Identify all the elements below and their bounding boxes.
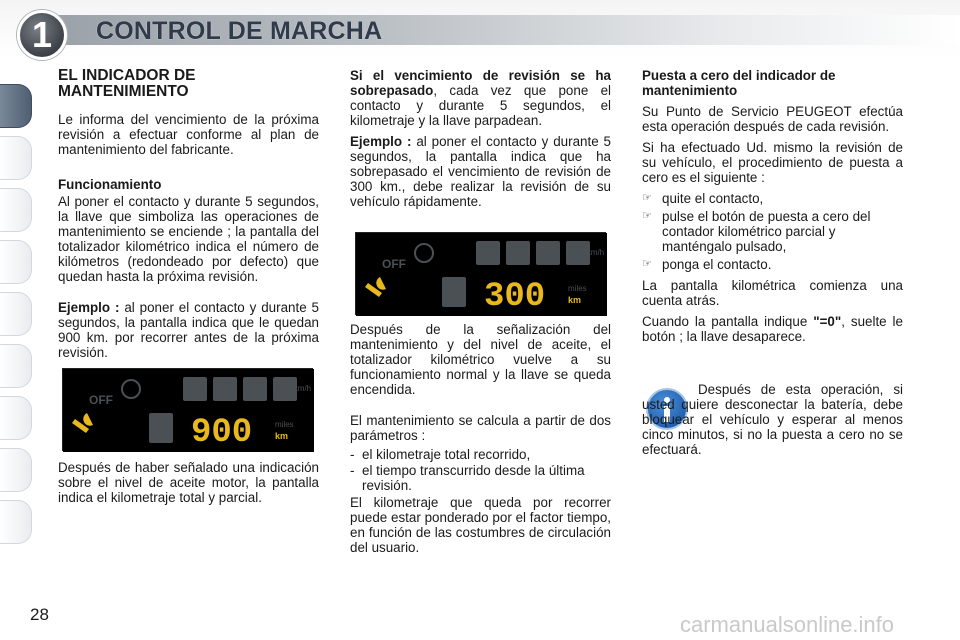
off-label: OFF — [89, 393, 113, 407]
chapter-number-badge: 1 — [17, 10, 67, 60]
chapter-tab-2[interactable] — [0, 136, 32, 180]
section-title: EL INDICADOR DE MANTENIMIENTO — [58, 67, 196, 100]
calc-paragraph: El mantenimiento se calcula a partir de dos parámetros : — [350, 413, 611, 443]
release-paragraph: Cuando la pantalla indique "=0", suelte le botón ; la llave desaparece. — [642, 314, 903, 344]
page-number: 28 — [30, 605, 49, 624]
display-value-2: 300 — [484, 278, 546, 316]
functioning-paragraph: Al poner el contacto y durante 5 segundos, la llave que simboliza las operaciones de mantenimiento se enciende ; la pantalla del totalizador kilométrico indica el número de kilómetros (redondeado por defecto) que quedan hasta la próxima revisión. — [58, 194, 319, 284]
param-item: - el kilometraje total recorrido, — [350, 447, 531, 462]
column-2-bottom — [350, 322, 611, 561]
example2-label: Ejemplo : — [350, 134, 412, 149]
display-graphic — [63, 369, 314, 452]
overdue-text: , cada vez que pone el contacto y durante 5 segundos, el kilometraje y la llave parpadean. — [350, 83, 611, 128]
overdue-paragraph — [350, 68, 611, 128]
info-note — [642, 382, 903, 463]
pointer-icon: ☞ — [642, 258, 652, 270]
return-normal-paragraph: Después de la señalización del mantenimiento y del nivel de aceite, el totalizador kilométrico vuelve a su funcionamiento normal y la llave se queda encendida. — [350, 322, 611, 397]
example2-text: al poner el contacto y durante 5 segundos, la pantalla indica que ha sobrepasado el vencimiento de revisión de 300 km., debe realizar la revisión de su vehículo rápidamente. — [350, 134, 611, 209]
display-value: 900 — [191, 414, 253, 452]
chapter-tab-7[interactable] — [0, 396, 32, 440]
chapter-tab-4[interactable] — [0, 240, 32, 284]
example-paragraph — [58, 300, 319, 360]
unit-top-label-2: Mph km/h — [569, 248, 605, 257]
service-paragraph: Su Punto de Servicio PEUGEOT efectúa esta operación después de cada revisión. — [642, 104, 903, 134]
functioning-heading: Funcionamiento — [58, 177, 162, 192]
unit-bottom-km: km — [275, 431, 289, 441]
intro-paragraph: Le informa del vencimiento de la próxima revisión a efectuar conforme al plan de mantenimiento del fabricante. — [58, 112, 319, 157]
odometer-display-300 — [355, 232, 606, 315]
column-1-bottom — [58, 460, 319, 511]
reset-step: ☞ pulse el botón de puesta a cero del contador kilométrico parcial y manténgalo pulsado, — [642, 209, 871, 254]
odometer-display-900 — [62, 368, 313, 451]
column-3 — [642, 68, 903, 350]
column-2 — [350, 68, 611, 215]
chapter-tabs — [0, 66, 34, 576]
chapter-tab-8[interactable] — [0, 448, 32, 492]
unit-top-label: Mph km/h — [276, 384, 312, 393]
pointer-icon: ☞ — [642, 210, 652, 222]
info-note-text: Después de esta operación, si usted quiere desconectar la batería, debe bloquear el vehículo y esperar al menos cinco minutos, si no la puesta a cero no se efectuará. — [642, 382, 903, 457]
chapter-tab-9[interactable] — [0, 500, 32, 544]
column-1 — [58, 68, 319, 366]
watermark: carmanualsonline.info — [680, 612, 895, 637]
countdown-paragraph: La pantalla kilométrica comienza una cuenta atrás. — [642, 278, 903, 308]
reset-step: ☞ ponga el contacto. — [642, 257, 772, 272]
unit-bottom-miles: miles — [275, 420, 294, 429]
overdue-label: Si el vencimiento de revisión se ha sobrepasado — [350, 68, 611, 98]
unit-bottom-km-2: km — [568, 295, 582, 305]
reset-heading: Puesta a cero del indicador de mantenimiento — [642, 68, 836, 98]
reset-step: ☞ quite el contacto, — [642, 191, 764, 206]
off-label-2: OFF — [382, 257, 406, 271]
chapter-tab-6[interactable] — [0, 344, 32, 388]
example-text: al poner el contacto y durante 5 segundos, la pantalla indica que le quedan 900 km. por recorrer antes de la próxima revisión. — [58, 300, 319, 360]
zero-value: "=0" — [813, 314, 842, 329]
weighting-paragraph: El kilometraje que queda por recorrer puede estar ponderado por el factor tiempo, en función de las costumbres de circulación del usuario. — [350, 495, 611, 555]
unit-bottom-miles-2: miles — [568, 284, 587, 293]
pointer-icon: ☞ — [642, 192, 652, 204]
example2-paragraph — [350, 134, 611, 209]
after-signal-paragraph: Después de haber señalado una indicación sobre el nivel de aceite motor, la pantalla indica el kilometraje total y parcial. — [58, 460, 319, 505]
params-list — [350, 447, 611, 493]
procedure-intro-paragraph: Si ha efectuado Ud. mismo la revisión de su vehículo, el procedimiento de puesta a cero es el siguiente : — [642, 140, 903, 185]
chapter-tab-1[interactable] — [0, 84, 32, 128]
param-item: - el tiempo transcurrido desde la última revisión. — [350, 463, 585, 493]
chapter-tab-3[interactable] — [0, 188, 32, 232]
chapter-tab-5[interactable] — [0, 292, 32, 336]
example-label: Ejemplo : — [58, 300, 120, 315]
reset-steps-list — [642, 191, 903, 272]
chapter-title: CONTROL DE MARCHA — [96, 17, 383, 45]
display-graphic-2 — [356, 233, 607, 316]
